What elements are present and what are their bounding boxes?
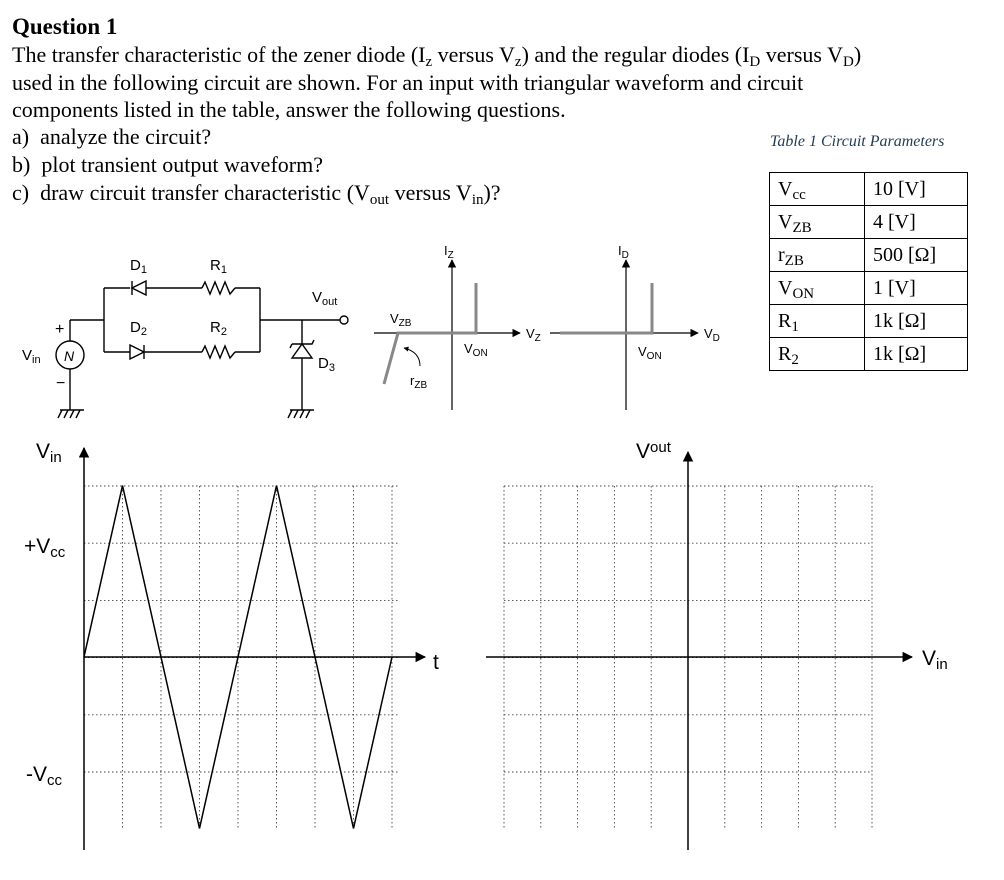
param-symbol: R xyxy=(778,309,792,332)
diode-d2-icon xyxy=(130,345,144,359)
d3-label xyxy=(318,355,335,374)
stem-text: ) and the regular diodes (I xyxy=(521,42,750,67)
label-sub: ZB xyxy=(398,318,412,329)
label-sub: in xyxy=(32,354,41,366)
param-sub: 2 xyxy=(791,351,799,368)
label-sub: ON xyxy=(646,351,662,362)
plus-vcc-label xyxy=(24,535,66,561)
param-symbol: r xyxy=(778,243,785,266)
vd-label xyxy=(704,326,720,344)
param-symbol: V xyxy=(778,210,793,233)
d2-label xyxy=(130,319,147,338)
label-main: V xyxy=(22,347,33,364)
label-main: I xyxy=(444,243,448,258)
zener-curve xyxy=(374,243,541,410)
stem-sub: z xyxy=(425,54,433,70)
input-plot xyxy=(24,440,439,850)
stem-text: ) xyxy=(853,42,862,67)
diode-curve xyxy=(550,243,720,410)
label-main: r xyxy=(410,373,415,388)
table-caption: Table 1 Circuit Parameters xyxy=(770,133,945,150)
question-title: Question 1 xyxy=(12,14,118,39)
label-sub: Z xyxy=(447,250,454,261)
zener-characteristic-line xyxy=(384,283,476,384)
label-main: D xyxy=(318,355,329,372)
label-main: V xyxy=(704,326,713,341)
rzb-label xyxy=(410,373,427,391)
vout-axis-label xyxy=(636,439,672,463)
label-sub: cc xyxy=(50,544,66,561)
label-main: V xyxy=(636,440,651,463)
label-sub: D xyxy=(621,250,629,261)
transfer-plot xyxy=(486,439,948,850)
question-stem-line-2: used in the following circuit are shown. For an input with triangular waveform and circuit xyxy=(12,70,804,95)
param-sub: cc xyxy=(792,186,806,203)
item-text: plot transient output waveform? xyxy=(41,152,323,177)
label-sub: ON xyxy=(472,348,488,359)
param-sub: ZB xyxy=(784,252,804,269)
item-sub: out xyxy=(369,192,390,208)
label-main: I xyxy=(618,243,622,258)
iz-label xyxy=(444,243,454,261)
item-label: c) xyxy=(12,180,30,205)
item-text: analyze the circuit? xyxy=(40,124,212,149)
von-diode-label xyxy=(638,344,662,362)
plus-sign: + xyxy=(55,321,65,338)
stem-text: The transfer characteristic of the zener diode (I xyxy=(12,42,426,67)
vin-circuit-label xyxy=(22,347,41,366)
stem-sub: D xyxy=(842,54,854,70)
time-axis-label: t xyxy=(433,651,439,674)
label-sub: D xyxy=(712,333,720,344)
minus-vcc-label xyxy=(26,763,63,789)
param-value: 500 [Ω] xyxy=(865,239,968,272)
label-main: V xyxy=(36,440,51,463)
param-sub: ZB xyxy=(792,219,812,236)
item-label: b) xyxy=(12,152,31,177)
ground-icon xyxy=(58,410,84,418)
rzb-arrow xyxy=(404,348,420,366)
source-glyph: N xyxy=(64,348,75,364)
param-symbol: R xyxy=(778,342,792,365)
item-sub: in xyxy=(471,192,484,208)
vzb-label xyxy=(390,311,412,329)
param-value: 1k [Ω] xyxy=(865,305,968,338)
stem-text: versus V xyxy=(432,42,515,67)
von-zener-label xyxy=(464,341,488,359)
label-sub: out xyxy=(650,439,671,456)
param-sub: 1 xyxy=(791,318,799,335)
stem-sub: z xyxy=(514,54,522,70)
label-sub: Z xyxy=(534,333,541,344)
label-main: V xyxy=(390,311,399,326)
label-sub: in xyxy=(50,449,62,466)
label-sub: 2 xyxy=(220,326,227,338)
id-label xyxy=(618,243,629,261)
param-symbol: V xyxy=(778,177,793,200)
minus-sign: − xyxy=(56,375,66,392)
param-value: 10 [V] xyxy=(865,173,968,206)
resistor-r1-icon xyxy=(202,282,235,294)
label-sub: out xyxy=(322,296,338,308)
param-sub: ON xyxy=(792,285,815,302)
label-main: V xyxy=(526,326,535,341)
label-main: R xyxy=(210,319,221,336)
label-main: D xyxy=(130,319,141,336)
circuit-labels xyxy=(22,257,337,392)
label-sub: cc xyxy=(47,772,62,789)
label-main: -V xyxy=(26,763,47,786)
vin-transfer-axis-label xyxy=(922,647,948,673)
r1-label xyxy=(210,257,227,276)
label-sub: 2 xyxy=(140,326,147,338)
label-sub: 3 xyxy=(328,362,335,374)
label-main: D xyxy=(130,257,141,274)
vout-circuit-label xyxy=(312,289,337,308)
label-main: R xyxy=(210,257,221,274)
resistor-r2-icon xyxy=(202,346,235,358)
label-sub: in xyxy=(936,656,948,673)
label-main: V xyxy=(464,341,473,356)
diode-d1-icon xyxy=(132,281,146,295)
label-main: V xyxy=(922,647,937,670)
vin-axis-label xyxy=(36,440,62,466)
stem-sub: D xyxy=(749,54,761,70)
param-value: 4 [V] xyxy=(865,206,968,239)
label-sub: 1 xyxy=(140,264,147,276)
param-symbol: V xyxy=(778,276,793,299)
label-sub: ZB xyxy=(414,380,428,391)
r2-label xyxy=(210,319,227,338)
param-value: 1 [V] xyxy=(865,272,968,305)
d1-label xyxy=(130,257,147,276)
label-main: +V xyxy=(24,535,51,558)
label-sub: 1 xyxy=(220,264,227,276)
vz-label xyxy=(526,326,541,344)
circuit-schematic xyxy=(56,281,348,418)
ground-icon xyxy=(288,410,314,418)
diode-characteristic-line xyxy=(560,283,652,333)
stem-text: versus V xyxy=(760,42,843,67)
label-main: V xyxy=(638,344,647,359)
label-main: V xyxy=(312,289,323,306)
output-terminal xyxy=(340,316,348,324)
item-label: a) xyxy=(12,124,30,149)
item-text: versus V xyxy=(389,180,472,205)
item-text: draw circuit transfer characteristic (V xyxy=(40,180,370,205)
param-value: 1k [Ω] xyxy=(865,338,968,371)
item-text: )? xyxy=(483,180,501,205)
question-stem-line-3: components listed in the table, answer the following questions. xyxy=(12,97,566,122)
